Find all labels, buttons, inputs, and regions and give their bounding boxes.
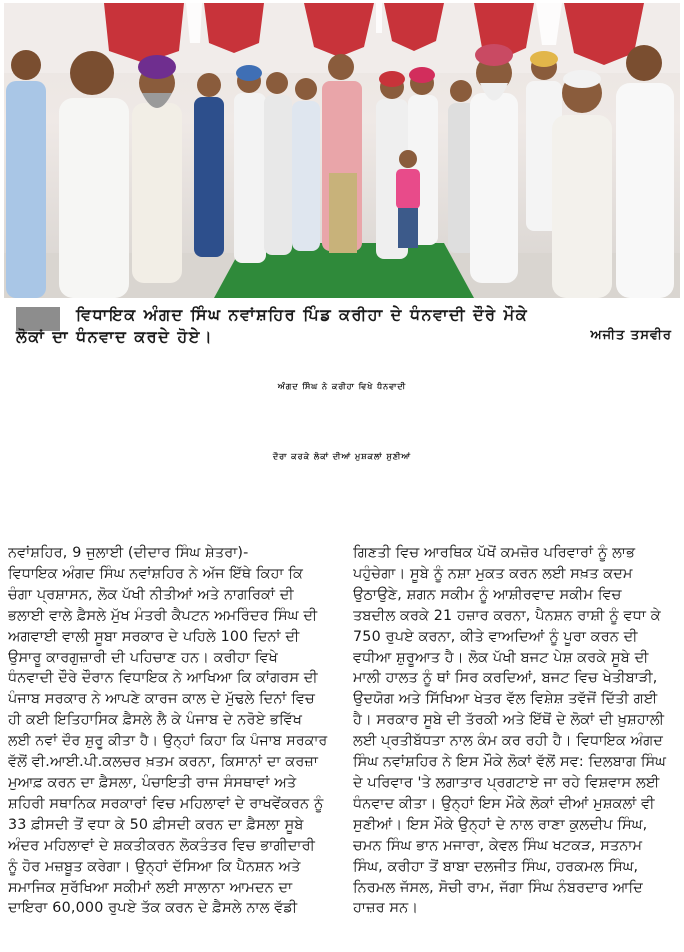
article-line: ਲਈ ਪ੍ਰਤੀਬੱਧਤਾ ਨਾਲ ਕੰਮ ਕਰ ਰਹੀ ਹੈ। ਵਿਧਾਇਕ ਅੰਗਦ <box>353 733 663 750</box>
article-line: ਪੰਜਾਬ ਸਰਕਾਰ ਨੇ ਆਪਣੇ ਕਾਰਜ ਕਾਲ ਦੇ ਮੁੱਢਲੇ ਦਿਨਾਂ ਵਿਚ <box>8 691 315 708</box>
article-line: ਸ਼ਹਿਰੀ ਸਥਾਨਿਕ ਸਰਕਾਰਾਂ ਵਿਚ ਮਹਿਲਾਵਾਂ ਦੇ ਰਾਖਵੇਂਕਰਨ ਨੂੰ <box>8 795 324 812</box>
article-line: ਸਿੰਘ ਨਵਾਂਸ਼ਹਿਰ ਨੇ ਇਸ ਮੌਕੇ ਲੋਕਾਂ ਵੱਲੋਂ ਸਵ: ਦਿਲਬਾਗ ਸਿੰਘ <box>353 754 667 771</box>
article-line: ਲਈ ਨਵਾਂ ਦੌਰ ਸ਼ੁਰੂ ਕੀਤਾ ਹੈ। ਉਨ੍ਹਾਂ ਕਿਹਾ ਕਿ ਪੰਜਾਬ ਸਰਕਾਰ <box>8 733 328 750</box>
article-line: ਹੈ। ਸਰਕਾਰ ਸੂਬੇ ਦੀ ਤੱਰਕੀ ਅਤੇ ਇੱਥੋਂ ਦੇ ਲੋਕਾਂ ਦੀ ਖ਼ੁਸ਼ਹਾਲੀ <box>353 712 665 729</box>
article-line: ਸਿੰਘ, ਕਰੀਹਾ ਤੋਂ ਬਾਬਾ ਦਲਜੀਤ ਸਿੰਘ, ਹਰਕਮਲ ਸਿੰਘ, <box>353 858 639 875</box>
article-line: ਹੀ ਕਈ ਇਤਿਹਾਸਿਕ ਫ਼ੈਸਲੇ ਲੈ ਕੇ ਪੰਜਾਬ ਦੇ ਨਰੋਏ ਭਵਿੱਖ <box>8 712 303 729</box>
article-line: ਸਮਾਜਿਕ ਸੁਰੱਖਿਆ ਸਕੀਮਾਂ ਲਈ ਸਾਲਾਨਾ ਆਮਦਨ ਦਾ <box>8 879 293 896</box>
group-photo-illustration <box>4 3 680 298</box>
caption-line-1: ਵਿਧਾਇਕ ਅੰਗਦ ਸਿੰਘ ਨਵਾਂਸ਼ਹਿਰ ਪਿੰਡ ਕਰੀਹਾ ਦੇ ਧੰਨਵਾਦੀ ਦੌਰੇ ਮੌਕੇ <box>76 305 529 324</box>
article-line: ਉਠਾਉਣੇ, ਸ਼ਗਨ ਸਕੀਮ ਨੂੰ ਆਸ਼ੀਰਵਾਦ ਸਕੀਮ ਵਿਚ <box>353 586 622 603</box>
article-line: ਦਾਇਰਾ 60,000 ਰੁਪਏ ਤੱਕ ਕਰਨ ਦੇ ਫ਼ੈਸਲੇ ਨਾਲ ਵੱਡੀ <box>8 900 298 917</box>
article-line: ਉਦਯੋਗ ਅਤੇ ਸਿੱਖਿਆ ਖੇਤਰ ਵੱਲ ਵਿਸ਼ੇਸ਼ ਤਵੱਜੋਂ ਦਿੱਤੀ ਗਈ <box>353 691 658 708</box>
article-line: ਧੰਨਵਾਦੀ ਦੌਰੇ ਦੌਰਾਨ ਵਿਧਾਇਕ ਨੇ ਆਖਿਆ ਕਿ ਕਾਂਗਰਸ ਦੀ <box>8 670 318 687</box>
article-line: ਅੰਦਰ ਮਹਿਲਾਵਾਂ ਦੇ ਸ਼ਕਤੀਕਰਨ ਲੋਕਤੰਤਰ ਵਿਚ ਭਾਗੀਦਾਰੀ <box>8 837 315 854</box>
caption-line-2: ਲੋਕਾਂ ਦਾ ਧੰਨਵਾਦ ਕਰਦੇ ਹੋਏ। <box>16 327 214 346</box>
article-line: ਭਲਾਈ ਵਾਲੇ ਫ਼ੈਸਲੇ ਮੁੱਖ ਮੰਤਰੀ ਕੈਪਟਨ ਅਮਰਿੰਦਰ ਸਿੰਘ ਦੀ <box>8 607 318 624</box>
article-line: ਵਿਧਾਇਕ ਅੰਗਦ ਸਿੰਘ ਨਵਾਂਸ਼ਹਿਰ ਨੇ ਅੱਜ ਇੱਥੇ ਕਿਹਾ ਕਿ <box>8 565 303 582</box>
photo-caption <box>4 299 680 349</box>
article-line: ਨੂੰ ਹੋਰ ਮਜ਼ਬੂਤ ਕਰੇਗਾ। ਉਨ੍ਹਾਂ ਦੱਸਿਆ ਕਿ ਪੈਨਸ਼ਨ ਅਤੇ <box>8 858 301 875</box>
article-line: ਮਾਲੀ ਹਾਲਤ ਨੂੰ ਥਾਂ ਸਿਰ ਕਰਦਿਆਂ, ਬਜਟ ਵਿਚ ਖੇਤੀਬਾੜੀ, <box>353 670 658 687</box>
article-column-right <box>353 543 675 919</box>
article-line: ਉਸਾਰੂ ਕਾਰਗੁਜ਼ਾਰੀ ਦੀ ਪਹਿਚਾਣ ਹਨ। ਕਰੀਹਾ ਵਿਖੇ <box>8 649 278 666</box>
article-line: ਪਹੁੰਚੇਗਾ। ਸੂਬੇ ਨੂੰ ਨਸ਼ਾ ਮੁਕਤ ਕਰਨ ਲਈ ਸਖ਼ਤ ਕਦਮ <box>353 565 633 582</box>
headline-line-2: ਦੌਰਾ ਕਰਕੇ ਲੋਕਾਂ ਦੀਆਂ ਮੁਸ਼ਕਲਾਂ ਸੁਣੀਆਂ <box>272 452 412 461</box>
article-line: 33 ਫ਼ੀਸਦੀ ਤੋਂ ਵਧਾ ਕੇ 50 ਫ਼ੀਸਦੀ ਕਰਨ ਦਾ ਫ਼ੈਸਲਾ ਸੂਬੇ <box>8 816 304 833</box>
article-line: ਵੱਲੋਂ ਵੀ.ਆਈ.ਪੀ.ਕਲਚਰ ਖ਼ਤਮ ਕਰਨਾ, ਕਿਸਾਨਾਂ ਦਾ ਕਰਜ਼ਾ <box>8 754 318 771</box>
article-line: ਧੰਨਵਾਦ ਕੀਤਾ। ਉਨ੍ਹਾਂ ਇਸ ਮੌਕੇ ਲੋਕਾਂ ਦੀਆਂ ਮੁਸ਼ਕਲਾਂ ਵੀ <box>353 795 655 812</box>
article-line: ਵਧੀਆ ਸ਼ੁਰੂਆਤ ਹੈ। ਲੋਕ ਪੱਖੀ ਬਜਟ ਪੇਸ਼ ਕਰਕੇ ਸੂਬੇ ਦੀ <box>353 649 649 666</box>
article-line: ਤਬਦੀਲ ਕਰਕੇ 21 ਹਜ਼ਾਰ ਕਰਨਾ, ਪੈਨਸ਼ਨ ਰਾਸ਼ੀ ਨੂੰ ਵਧਾ ਕੇ <box>353 607 661 624</box>
article-line: 750 ਰੁਪਏ ਕਰਨਾ, ਕੀਤੇ ਵਾਅਦਿਆਂ ਨੂੰ ਪੂਰਾ ਕਰਨ ਦੀ <box>353 628 638 645</box>
headline-line-1: ਅੰਗਦ ਸਿੰਘ ਨੇ ਕਰੀਹਾ ਵਿਖੇ ਧੰਨਵਾਦੀ <box>277 382 407 391</box>
article-line: ਅਗਵਾਈ ਵਾਲੀ ਸੂਬਾ ਸਰਕਾਰ ਦੇ ਪਹਿਲੇ 100 ਦਿਨਾਂ ਦੀ <box>8 628 300 645</box>
article-line: ਦੇ ਪਰਿਵਾਰ 'ਤੇ ਲਗਾਤਾਰ ਪ੍ਰਗਟਾਏ ਜਾ ਰਹੇ ਵਿਸ਼ਵਾਸ ਲਈ <box>353 774 660 791</box>
article-line: ਮੁਆਫ਼ ਕਰਨ ਦਾ ਫ਼ੈਸਲਾ, ਪੰਚਾਇਤੀ ਰਾਜ ਸੰਸਥਾਵਾਂ ਅਤੇ <box>8 774 297 791</box>
article-line: ਸੁਣੀਆਂ। ਇਸ ਮੌਕੇ ਉਨ੍ਹਾਂ ਦੇ ਨਾਲ ਰਾਣਾ ਕੁਲਦੀਪ ਸਿੰਘ, <box>353 816 648 833</box>
article-line: ਗਿਣਤੀ ਵਿਚ ਆਰਥਿਕ ਪੱਖੋਂ ਕਮਜ਼ੋਰ ਪਰਿਵਾਰਾਂ ਨੂੰ ਲਾਭ <box>353 545 636 561</box>
photo-credit: ਅਜੀਤ ਤਸਵੀਰ <box>590 328 672 343</box>
headline <box>0 352 684 492</box>
article-line: ਨਵਾਂਸ਼ਹਿਰ, 9 ਜੁਲਾਈ (ਦੀਦਾਰ ਸਿੰਘ ਸ਼ੇਤਰਾ)- <box>8 545 249 561</box>
news-photo <box>4 3 680 298</box>
article-column-left <box>8 543 330 919</box>
article-line: ਹਾਜ਼ਰ ਸਨ। <box>353 900 419 917</box>
article-line: ਚਮਨ ਸਿੰਘ ਭਾਨ ਮਜਾਰਾ, ਕੇਵਲ ਸਿੰਘ ਖਟਕੜ, ਸਤਨਾਮ <box>353 837 643 854</box>
article-line: ਨਿਰਮਲ ਜੱਸਲ, ਸੋਚੀ ਰਾਮ, ਜੱਗਾ ਸਿੰਘ ਨੰਬਰਦਾਰ ਆਦਿ <box>353 879 643 896</box>
article-line: ਚੰਗਾ ਪ੍ਰਸ਼ਾਸਨ, ਲੋਕ ਪੱਖੀ ਨੀਤੀਆਂ ਅਤੇ ਨਾਗਰਿਕਾਂ ਦੀ <box>8 586 294 603</box>
